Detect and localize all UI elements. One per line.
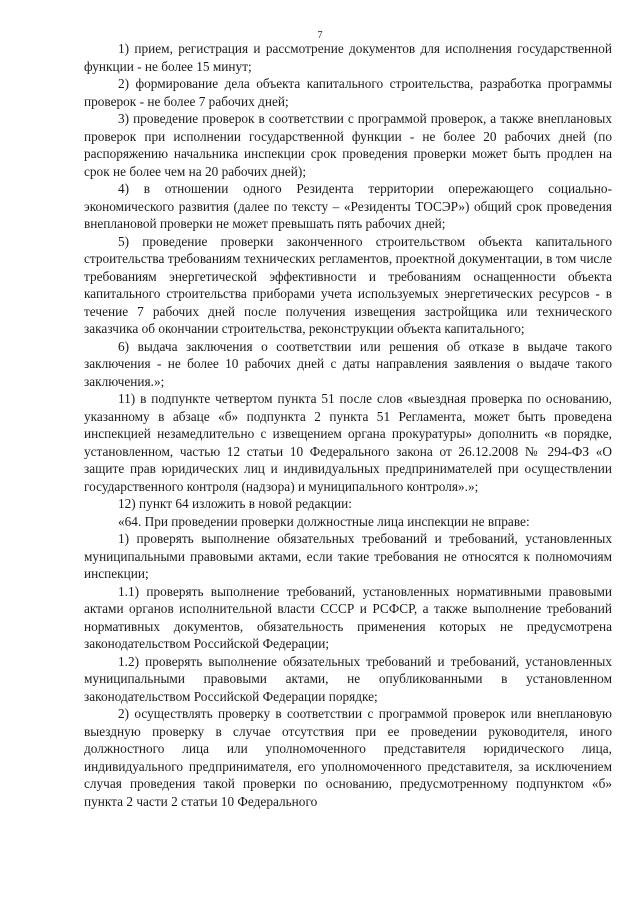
document-body	[84, 40, 612, 810]
paragraph: 4) в отношении одного Резидента территории опережающего социально-экономического развития (далее по тексту – «Резиденты ТОСЭР») общий срок проведения внеплановой проверки не может превышать пять рабочих дней;	[84, 181, 612, 231]
paragraph: 3) проведение проверок в соответствии с программой проверок, а также внеплановых проверок при исполнении государственной функции - не более 20 рабочих дней (по распоряжению начальника инспекции срок проведения проверки может быть продлен на срок не более чем на 20 рабочих дней);	[84, 111, 612, 179]
paragraph: 1.2) проверять выполнение обязательных требований и требований, установленных муниципальными правовыми актами, не опубликованными в установленном законодательством Российской Федерации порядке;	[84, 653, 612, 704]
paragraph: 1) прием, регистрация и рассмотрение документов для исполнения государственной функции - не более 15 минут;	[84, 41, 612, 74]
paragraph: 2) формирование дела объекта капитального строительства, разработка программы проверок - не более 7 рабочих дней;	[84, 76, 612, 109]
paragraph: 5) проведение проверки законченного строительством объекта капитального строительства требованиям технических регламентов, проектной документации, в том числе требованиям энергетической эффективности и требованиям оснащенности объекта капитального строительства приборами учета используемых энергетических ресурсов - в течение 7 рабочих дней после получения извещения застройщика или технического заказчика об окончании строительства, реконструкции объекта капитального;	[84, 233, 612, 336]
page-number: 7	[317, 30, 323, 41]
paragraph: 11) в подпункте четвертом пункта 51 после слов «выездная проверка по основанию, указанному в абзаце «б» подпункта 2 пункта 51 Регламента, может быть проведена инспекцией незамедлительно с извещением органа прокуратуры» дополнить «в порядке, установленном, частью 12 статьи 10 Федерального закона от 26.12.2008 № 294-ФЗ «О защите прав юридических лиц и индивидуальных предпринимателей при осуществлении государственного контроля (надзора) и муниципального контроля».»;	[84, 391, 612, 494]
paragraph: 2) осуществлять проверку в соответствии с программой проверок или внеплановую выездную проверку в случае отсутствия при ее проведении руководителя, иного должностного лица или уполномоченного представителя юридического лица, индивидуального предпринимателя, его уполномоченного представителя, за исключением случая проведения такой проверки по основанию, предусмотренному подпунктом «б» пункта 2 части 2 статьи 10 Федерального	[84, 706, 612, 809]
paragraph: 12) пункт 64 изложить в новой редакции:	[118, 496, 352, 511]
paragraph: 1) проверять выполнение обязательных требований и требований, установленных муниципальными правовыми актами, если такие требования не относятся к полномочиям инспекции;	[84, 531, 612, 581]
paragraph: 1.1) проверять выполнение требований, установленных нормативными правовыми актами органов исполнительной власти СССР и РСФСР, а также выполнение требований нормативных документов, обязательность применения которых не предусмотрена законодательством Российской Федерации;	[84, 583, 612, 651]
paragraph: «64. При проведении проверки должностные лица инспекции не вправе:	[118, 513, 530, 529]
paragraph: 6) выдача заключения о соответствии или решения об отказе в выдаче такого заключения - не более 10 рабочих дней с даты направления заявления о выдаче такого заключения.»;	[84, 338, 612, 389]
